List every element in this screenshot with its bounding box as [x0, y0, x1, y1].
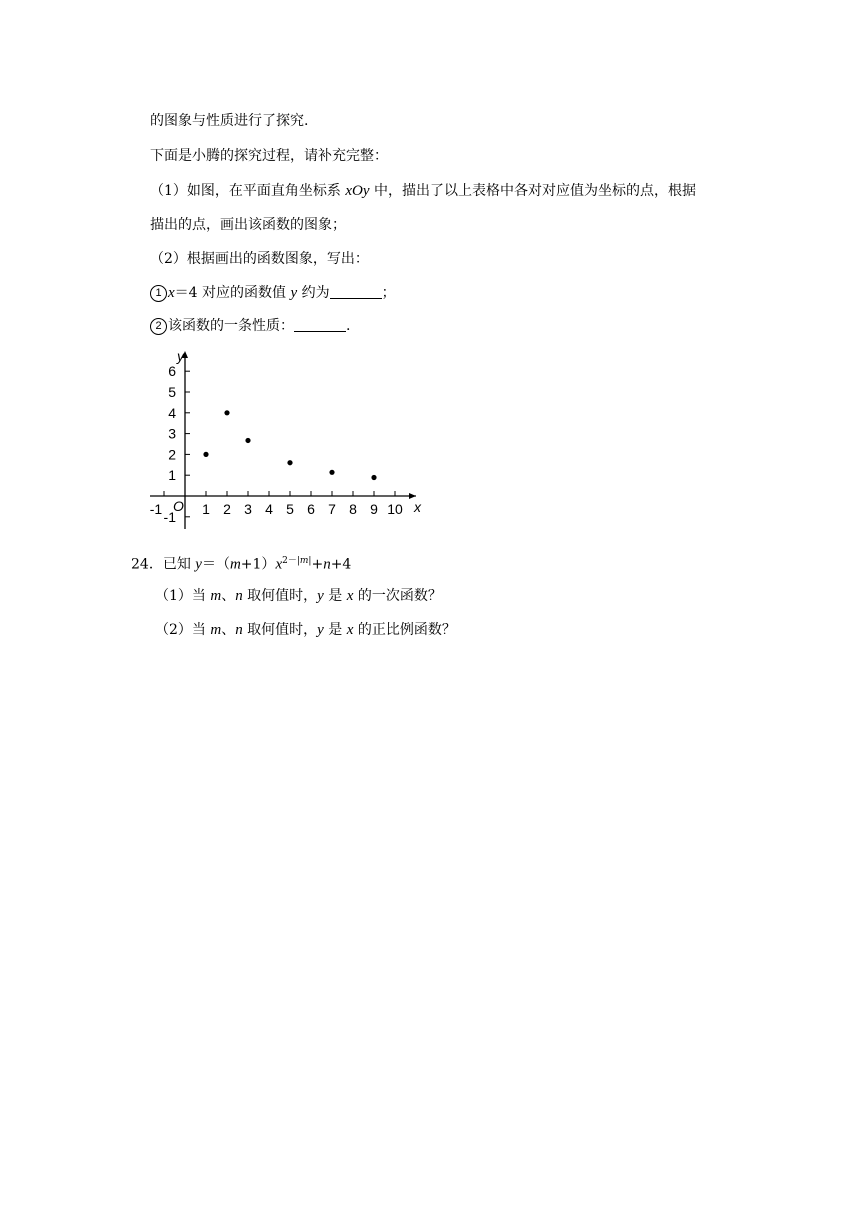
y-tick-label: 3: [168, 425, 176, 442]
answer-blank-2: [294, 317, 346, 332]
stem-plus: +: [311, 556, 324, 573]
y-tick-label: -1: [163, 508, 176, 525]
paragraph-4: 描出的点，画出该函数的图象；: [150, 217, 346, 233]
origin-label: O: [173, 498, 184, 514]
x-tick-label: 7: [328, 501, 336, 517]
x-tick-label: -1: [149, 501, 163, 517]
question-24-part-2: （2）当 m、n 取何值时，y 是 x 的正比例函数？: [155, 622, 456, 638]
data-point: [371, 475, 376, 480]
stem-plus1: +1）: [240, 556, 276, 573]
answer-blank-1: [330, 284, 382, 299]
y-tick-label: 1: [168, 467, 176, 484]
y-axis-label: y: [177, 349, 184, 364]
data-point: [245, 438, 250, 443]
x-tick-label: 1: [202, 501, 210, 517]
stem-eq: ＝（: [201, 556, 230, 573]
data-point: [224, 410, 229, 415]
paragraph-3-text-b: 中，描出了以上表格中各对对应值为坐标的点，根据: [369, 183, 696, 199]
stem-var-m: m: [229, 556, 241, 573]
paragraph-2: 下面是小腾的探究过程，请补充完整：: [150, 148, 388, 164]
paragraph-3-text-a: （1）如图，在平面直角坐标系: [150, 183, 346, 199]
paragraph-7-end: .: [346, 318, 351, 334]
coordinate-graph: [148, 349, 424, 533]
paragraph-6: [150, 283, 396, 303]
stem-var-y: y: [195, 556, 202, 573]
x-tick-label: 6: [307, 501, 315, 517]
data-point: [203, 452, 208, 457]
paragraph-6-end: ；: [381, 285, 396, 301]
question-24-stem: [131, 551, 351, 575]
circled-number-1: 1: [150, 285, 167, 302]
paragraph-6-text-b: 约为: [297, 285, 330, 301]
stem-text-pre: 已知: [162, 556, 196, 573]
paragraph-6-text-a: ＝4 对应的函数值: [174, 285, 291, 301]
x-tick-label: 4: [265, 501, 273, 517]
var-x: x: [168, 285, 175, 301]
x-tick-label: 3: [244, 501, 252, 517]
y-tick-label: 2: [168, 446, 176, 463]
x-tick-label: 5: [286, 501, 294, 517]
data-point: [329, 470, 334, 475]
stem-var-n: n: [323, 556, 331, 573]
x-tick-label: 2: [223, 501, 231, 517]
var-xoy: xOy: [345, 183, 370, 199]
y-tick-label: 5: [168, 384, 176, 400]
paragraph-7-text: 该函数的一条性质：: [168, 318, 294, 334]
x-tick-label: 9: [370, 501, 378, 517]
stem-var-x: x: [275, 556, 283, 573]
question-24-part-1: （1）当 m、n 取何值时，y 是 x 的一次函数？: [155, 588, 442, 604]
paragraph-5: （2）根据画出的函数图象，写出：: [150, 251, 369, 267]
question-number: 24．: [131, 556, 163, 573]
x-tick-label: 8: [349, 501, 357, 517]
circled-number-2: 2: [150, 318, 167, 335]
paragraph-1: 的图象与性质进行了探究.: [150, 113, 309, 129]
paragraph-3: [150, 181, 696, 201]
stem-tail: +4: [330, 556, 352, 573]
y-tick-label: 6: [168, 363, 176, 380]
stem-exponent: 2－|m|: [282, 556, 312, 566]
data-point: [287, 460, 292, 465]
y-tick-label: 4: [168, 404, 176, 421]
x-tick-label: 10: [387, 501, 403, 517]
var-y: y: [290, 285, 298, 301]
paragraph-7: [150, 316, 350, 336]
x-axis-label: x: [414, 499, 421, 515]
